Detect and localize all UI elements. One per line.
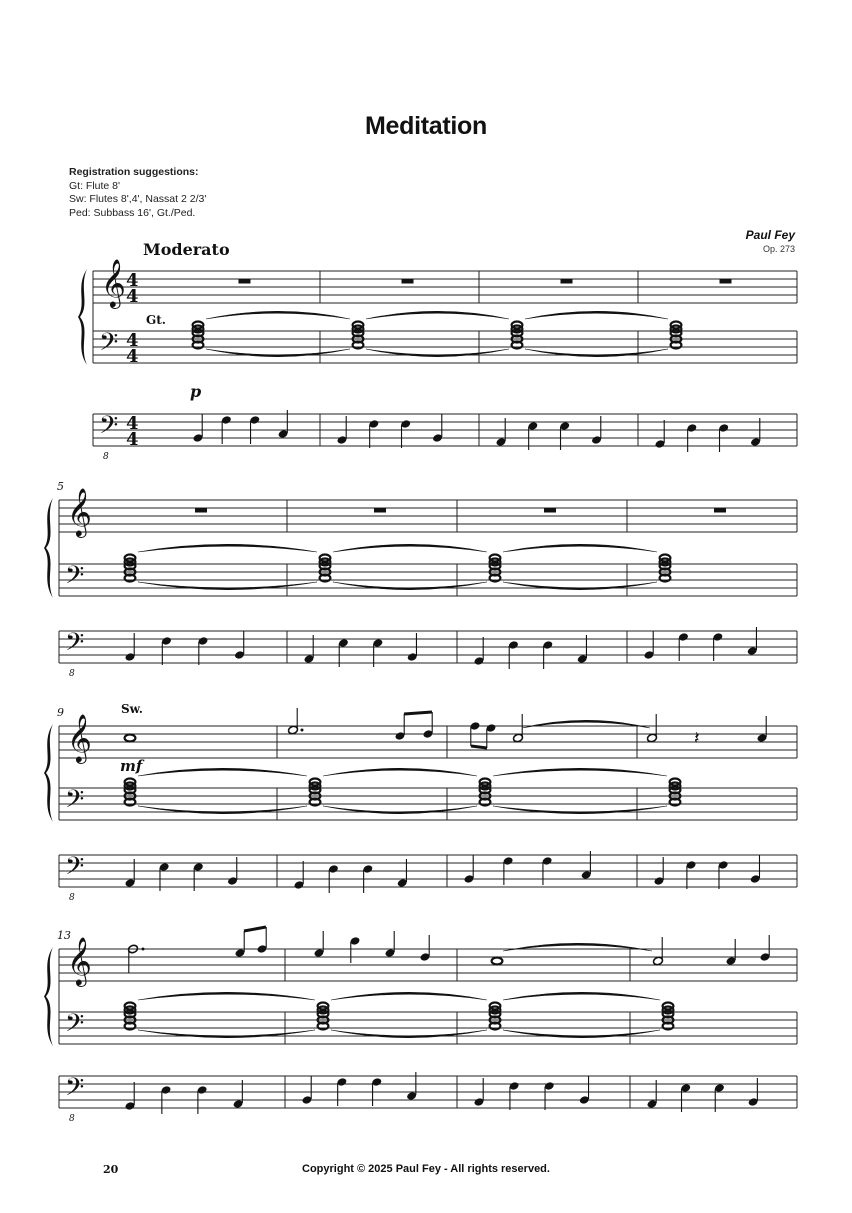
note-head-open [125, 735, 136, 742]
octave-marking: 8 [69, 893, 75, 903]
bass-clef: 𝄢 [65, 628, 85, 663]
page-number: 20 [103, 1163, 119, 1176]
dot [142, 948, 145, 951]
registration-heading: Registration suggestions: [69, 166, 199, 178]
piece-title: Meditation [365, 112, 487, 140]
note-head-open [310, 799, 321, 806]
note-head-open [125, 1023, 136, 1030]
tie [138, 544, 317, 552]
note-head-open [193, 342, 204, 349]
time-signature-top: 4 [126, 330, 139, 351]
bass-clef: 𝄢 [99, 411, 119, 446]
bass-staff [59, 1012, 797, 1044]
bass-clef: 𝄢 [65, 785, 85, 820]
measure-number: 13 [57, 929, 71, 942]
bass-staff [59, 788, 797, 820]
octave-marking: 8 [103, 452, 109, 462]
tie [333, 544, 487, 552]
registration-swell: Sw: Flutes 8',4', Nassat 2 2/3' [69, 193, 207, 205]
note-head-open [671, 342, 682, 349]
note-head-open [670, 799, 681, 806]
whole-rest [544, 508, 556, 513]
tie [138, 806, 307, 814]
bass-clef: 𝄢 [65, 1009, 85, 1044]
beam [471, 746, 487, 748]
treble-clef: 𝄞 [67, 936, 92, 985]
tie [493, 806, 667, 814]
tie [331, 992, 487, 1000]
beam [244, 927, 266, 931]
whole-rest [561, 279, 573, 284]
system-brace [44, 947, 53, 1046]
note-head-open [125, 799, 136, 806]
octave-marking: 8 [69, 1114, 75, 1124]
note-head-open [125, 575, 136, 582]
dynamic-p: p [190, 382, 202, 401]
octave-marking: 8 [69, 669, 75, 679]
treble-staff [59, 500, 797, 532]
time-signature-top: 4 [126, 270, 139, 291]
measure-number: 5 [57, 480, 64, 493]
bass-clef: 𝄢 [65, 561, 85, 596]
tie [522, 720, 650, 728]
dynamic-mf: mf [120, 757, 143, 775]
tie [333, 582, 487, 590]
whole-rest [720, 279, 732, 284]
tie [206, 349, 350, 357]
dot [301, 729, 304, 732]
treble-clef: 𝄞 [67, 713, 92, 762]
note-head-open [492, 958, 503, 965]
tie [525, 311, 668, 319]
tie [138, 768, 307, 776]
tie [366, 349, 509, 357]
beam [404, 712, 432, 714]
tie [206, 311, 350, 319]
note-head-open [320, 575, 331, 582]
time-signature-bottom: 4 [126, 286, 139, 307]
treble-staff [93, 271, 797, 303]
note-head-open [512, 342, 523, 349]
tie [525, 349, 668, 357]
bass-clef: 𝄢 [65, 852, 85, 887]
copyright-notice: Copyright © 2025 Paul Fey - All rights reserved. [302, 1163, 550, 1175]
time-signature-bottom: 4 [126, 346, 139, 367]
manual-swell-label: Sw. [121, 702, 143, 716]
note-head-open [490, 1023, 501, 1030]
quarter-rest: 𝄽 [694, 728, 700, 749]
note-head-open [663, 1023, 674, 1030]
time-signature-bottom: 4 [126, 429, 139, 450]
tie [323, 768, 477, 776]
system-brace [78, 269, 87, 365]
tempo-marking: Moderato [143, 240, 230, 259]
pedal-staff [59, 855, 797, 887]
registration-pedal: Ped: Subbass 16', Gt./Ped. [69, 206, 196, 219]
note-head-open [480, 799, 491, 806]
tie [503, 544, 657, 552]
composer-name: Paul Fey [745, 228, 795, 242]
opus-number: Op. 273 [762, 244, 795, 254]
tie [138, 1030, 315, 1038]
whole-rest [195, 508, 207, 513]
note-head-open [353, 342, 364, 349]
time-signature-top: 4 [126, 413, 139, 434]
tie [493, 768, 667, 776]
note-head-open [490, 575, 501, 582]
whole-rest [239, 279, 251, 284]
pedal-staff [59, 1076, 797, 1108]
system-brace [44, 724, 53, 822]
tie [503, 582, 657, 590]
tie [323, 806, 477, 814]
system-brace [44, 498, 53, 598]
registration-great: Gt: Flute 8' [69, 179, 121, 192]
treble-clef: 𝄞 [101, 258, 126, 307]
whole-rest [374, 508, 386, 513]
manual-great-label: Gt. [146, 313, 166, 327]
tie [503, 992, 660, 1000]
bass-clef: 𝄢 [99, 328, 119, 363]
tie [138, 992, 315, 1000]
tie [138, 582, 317, 590]
whole-rest [714, 508, 726, 513]
tie [331, 1030, 487, 1038]
note-head-open [318, 1023, 329, 1030]
whole-rest [402, 279, 414, 284]
tie [503, 1030, 660, 1038]
treble-staff [59, 949, 797, 981]
bass-staff [59, 564, 797, 596]
treble-clef: 𝄞 [67, 487, 92, 536]
measure-number: 9 [57, 706, 64, 719]
note-head-open [660, 575, 671, 582]
tie [366, 311, 509, 319]
bass-clef: 𝄢 [65, 1073, 85, 1108]
